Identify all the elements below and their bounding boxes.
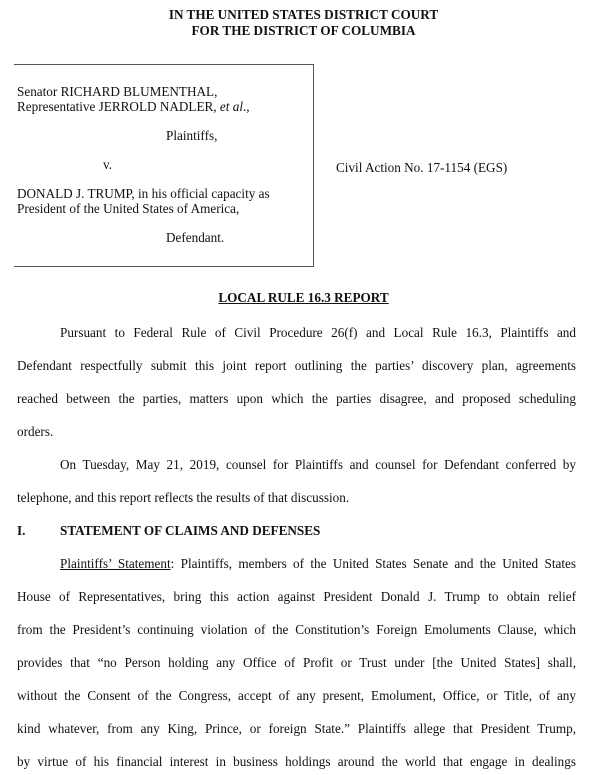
paragraph-1-line-4: orders.	[17, 424, 54, 439]
court-name: IN THE UNITED STATES DISTRICT COURT	[168, 7, 439, 22]
versus: v.	[103, 157, 113, 172]
court-header	[0, 7, 607, 39]
paragraph-3-line-4: provides that “no Person holding any Office of Profit or Trust under [the United States] shall,	[17, 655, 576, 670]
district-name: FOR THE DISTRICT OF COLUMBIA	[191, 23, 416, 38]
defendant-line-1: DONALD J. TRUMP, in his official capacity as	[17, 186, 270, 201]
plaintiffs-statement-label: Plaintiffs’ Statement	[60, 556, 171, 571]
plaintiff-line-2	[17, 99, 250, 115]
section-title: STATEMENT OF CLAIMS AND DEFENSES	[60, 523, 321, 538]
paragraph-3-line-5: without the Consent of the Congress, accept of any present, Emolument, Office, or Title, of any	[17, 688, 576, 703]
et-al: et al	[219, 99, 243, 114]
defendant-label: Defendant.	[166, 230, 225, 245]
paragraph-2-line-1: On Tuesday, May 21, 2019, counsel for Plaintiffs and counsel for Defendant conferred by	[60, 457, 576, 472]
paragraph-3-line-3: from the President’s continuing violation of the Constitution’s Foreign Emoluments Clause, which	[17, 622, 576, 637]
plaintiff-line-2-a: Representative JERROLD NADLER,	[17, 99, 220, 114]
defendant-line-2: President of the United States of America,	[17, 201, 240, 216]
paragraph-3-line-2: House of Representatives, bring this action against President Donald J. Trump to obtain relief	[17, 589, 576, 604]
paragraph-3-line-7: by virtue of his financial interest in business holdings around the world that engage in dealings	[17, 754, 576, 769]
paragraph-3-line-1	[17, 556, 576, 572]
plaintiffs-label: Plaintiffs,	[166, 128, 218, 143]
paragraph-1-line-3: reached between the parties, matters upon which the parties disagree, and proposed scheduling	[17, 391, 576, 406]
civil-action-number: Civil Action No. 17-1154 (EGS)	[336, 160, 508, 175]
paragraph-3-line-6: kind whatever, from any King, Prince, or foreign State.” Plaintiffs allege that President Trump,	[17, 721, 576, 736]
paragraph-2-line-2: telephone, and this report reflects the results of that discussion.	[17, 490, 350, 505]
paragraph-3-line-1-rest: : Plaintiffs, members of the United States Senate and the United States	[170, 556, 576, 571]
paragraph-1-line-1: Pursuant to Federal Rule of Civil Procedure 26(f) and Local Rule 16.3, Plaintiffs and	[60, 325, 576, 340]
plaintiff-line-1: Senator RICHARD BLUMENTHAL,	[17, 84, 218, 99]
section-number: I.	[17, 523, 26, 538]
paragraph-1-line-2: Defendant respectfully submit this joint report outlining the parties’ discovery plan, agreements	[17, 358, 576, 373]
document-title: LOCAL RULE 16.3 REPORT	[218, 290, 389, 305]
plaintiff-line-2-c: .,	[242, 99, 250, 114]
